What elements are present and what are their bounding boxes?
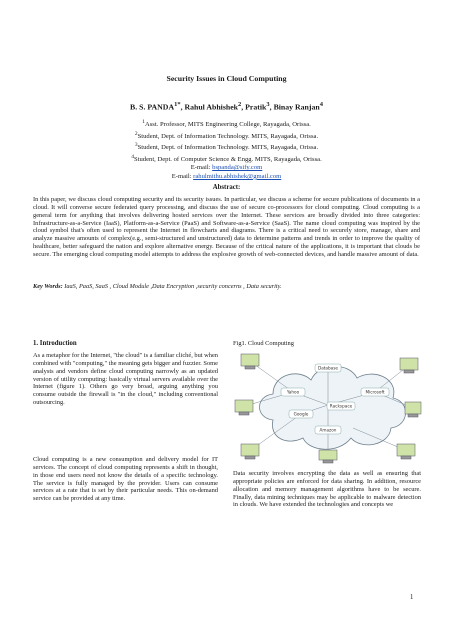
computer-icon (235, 400, 253, 415)
author-1: B. S. PANDA (130, 102, 175, 112)
author-4-sup: 4 (319, 101, 323, 108)
computer-icon (397, 444, 415, 459)
computer-icon (241, 444, 259, 459)
email-2: E-mail: rahulmithu.abhishek@gmail.com (171, 172, 282, 180)
email-link-1[interactable]: bspanda@sify.com (212, 164, 263, 172)
abstract-heading: Abstract: (212, 184, 241, 191)
keywords (33, 283, 420, 290)
affiliation-1: $^1$Asst. Professor, MITS Engineering College, Rayagada, Orissa. (142, 119, 311, 129)
affiliations (0, 118, 453, 181)
paper-title: Security Issues in Cloud Computing (166, 74, 287, 83)
keywords-list: IaaS, PaaS, SaaS , Cloud Module ,Data Encryption ,security concerns , Data security. (62, 283, 282, 290)
service-label-amazon: Amazon (319, 427, 337, 433)
email-link-2[interactable]: rahulmithu.abhishek@gmail.com (193, 172, 282, 180)
intro-paragraph-2: Cloud computing is a new consumption and delivery model for IT services. The concept of cloud computing represents a shift in thought, in those end users need not know the details of a specific technology. The service is fully managed by the provider. Users can consume services at a rate that is set by their particular needs. This on-demand service can be provided at any time. (33, 456, 218, 503)
section-heading-introduction: 1. Introduction (33, 340, 77, 347)
computer-icon (400, 358, 418, 373)
abstract-text: In this paper, we discuss cloud computing security and its security issues. In particular, we discuss a scheme for secure publications of documents in a cloud. It will converse secure federated query processing, and discuss the use of secure co-processors for cloud computing. Cloud computing is a general term for anything that involves delivering hosted services over the Internet. These services are broadly divided into three categories: Infrastructure-as-a-Service (IaaS), Platform-as-a-Service (PaaS) and Software-as-a-Service (SaaS). The name cloud computing was inspired by the cloud symbol that's often used to represent the Internet in flowcharts and diagrams. There is a critical need to securely store, manage, share and analyze massive amounts of complex(e.g., semi-structured and unstructured) data to determine patterns and trends in order to improve the quality of healthcare, better safeguard the nation and explore alternative energy. Because of the critical nature of the applications, it is important that clouds be secure. The emerging cloud computing model attempts to address the explosive growth of web-connected devices, and handle massive amount of data. (33, 196, 420, 258)
cloud-computing-figure (233, 350, 423, 464)
service-label-yahoo: Yahoo (286, 389, 300, 395)
intro-paragraph-1: As a metaphor for the Internet, "the cloud" is a familiar cliché, but when combined with "computing," the meaning gets bigger and fuzzier. Some analysts and vendors define cloud computing narrowly as an updated version of utility computing: basically virtual servers available over the Internet (figure 1). Others go very broad, arguing anything you consume outside the firewall is "in the cloud," including conventional outsourcing. (33, 352, 218, 407)
service-label-rackspace: Rackspace (329, 403, 353, 409)
affiliation-3: $^3$Student, Dept. of Information Technology. MITS, Rayagada, Orissa. (134, 142, 319, 152)
affiliation-4: $^4$Student, Dept. of Computer Science & Engg. MITS, Rayagada, Orissa. (131, 153, 322, 163)
author-2-sup: 2 (238, 101, 242, 108)
author-list: B. S. $PANDA^{1*}$, Rahul Abhishek$^2$, Pratik$^3$, Binay Ranjan$^4$ (130, 101, 323, 112)
page-number: 1 (410, 594, 414, 601)
author-1-sup: 1* (174, 101, 181, 108)
keywords-label: Key Words: (33, 283, 63, 290)
right-column-text: Data security involves encrypting the data as well as ensuring that appropriate policies are enforced for data sharing. In addition, resource allocation and memory management algorithms have to be secure. Finally, data mining techniques may be applicable to malware detection in clouds. We have extended the technologies and concepts we (233, 470, 421, 509)
author-2: Rahul Abhishek (184, 102, 239, 112)
email-1: E-mail: bspanda@sify.com (190, 164, 263, 172)
computer-icon (319, 450, 337, 463)
author-3: Pratik (245, 102, 267, 112)
author-4: Binay Ranjan (273, 102, 320, 112)
service-label-database: Database (318, 365, 338, 371)
computer-icon (405, 402, 421, 417)
author-3-sup: 3 (266, 101, 270, 108)
figure-caption: Fig1. Cloud Computing (233, 340, 294, 347)
service-label-microsoft: Microsoft (365, 389, 385, 395)
computer-icon (241, 354, 259, 369)
affiliation-2: $^2$Student, Dept. of Information Technology. MITS, Rayagada, Orissa. (134, 130, 319, 140)
service-label-google: Google (293, 411, 309, 417)
